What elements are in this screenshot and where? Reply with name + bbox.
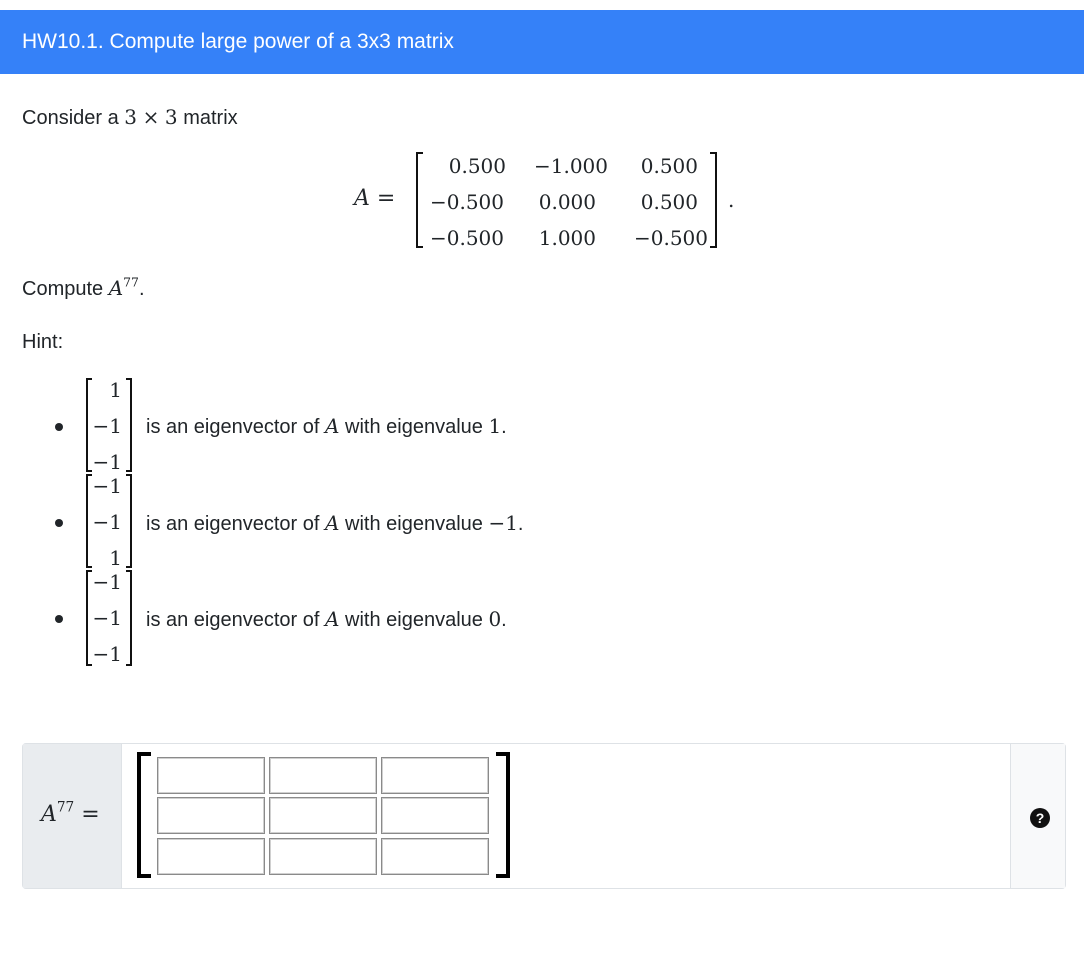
vector-right-bracket [126,378,132,472]
vector-entry: 1 [109,546,122,570]
hint-symbol: A [325,511,340,535]
answer-input-r2c1[interactable] [157,797,265,834]
hint-end: . [501,609,507,631]
compute-suffix: . [138,278,145,300]
matrix-cell: 1.000 [538,226,596,250]
hint-bullet [55,519,63,527]
matrix-label-text: A = [354,186,396,211]
vector-entry: −1 [92,414,122,438]
hint-eigenvalue: −1 [488,511,518,535]
answer-label-base: A [41,802,57,827]
answer-label-exponent: 77 [56,799,75,816]
intro-times: × [142,105,160,129]
hint-text-before: is an eigenvector of [146,513,325,535]
compute-text [22,276,145,301]
hint-item-text [146,607,507,632]
intro-suffix: matrix [177,107,238,129]
intro-prefix: Consider a [22,107,125,129]
answer-input-r1c2[interactable] [269,757,377,794]
answer-label-column [23,744,122,888]
matrix-right-bracket [710,152,717,248]
vector-entry: −1 [92,450,122,474]
hint-end: . [517,513,524,535]
hint-text-before: is an eigenvector of [146,416,325,438]
answer-input-r3c2[interactable] [269,838,377,875]
hint-end: . [501,416,507,438]
vector-right-bracket [126,570,132,666]
intro-dim2: 3 [164,105,178,129]
hint-bullet [55,423,63,431]
matrix-cell: −0.500 [429,226,504,250]
vector-entry: −1 [92,570,122,594]
question-title-bar [0,10,1084,74]
vector-entry: −1 [92,642,122,666]
hint-bullet [55,615,63,623]
compute-base: A [108,276,124,300]
matrix-period: . [728,188,735,212]
hint-symbol: A [325,414,340,438]
answer-right-bracket [496,752,510,878]
answer-label-eq: = [81,802,100,827]
vector-entry: −1 [92,474,122,498]
hint-text-after: with eigenvalue [339,513,489,535]
matrix-cell: −0.500 [633,226,708,250]
hint-eigenvalue: 1 [488,414,502,438]
answer-input-r2c2[interactable] [269,797,377,834]
matrix-cell: −1.000 [533,154,608,178]
compute-prefix: Compute [22,278,109,300]
hint-symbol: A [325,607,340,631]
hint-text-before: is an eigenvector of [146,609,325,631]
hint-eigenvalue: 0 [488,607,502,631]
answer-left-bracket [137,752,151,878]
matrix-label [354,186,395,211]
vector-entry: 1 [109,378,122,402]
vector-entry: −1 [92,606,122,630]
question-title: HW10.1. Compute large power of a 3x3 matrix [22,30,454,53]
help-icon[interactable]: ? [1030,808,1050,828]
hint-text-after: with eigenvalue [339,609,489,631]
answer-input-r1c3[interactable] [381,757,489,794]
intro-dim1: 3 [124,105,138,129]
matrix-cell: 0.500 [640,190,698,214]
answer-input-r3c1[interactable] [157,838,265,875]
intro-text [22,105,238,130]
answer-input-r3c3[interactable] [381,838,489,875]
hint-item-text [146,511,523,536]
answer-input-r2c3[interactable] [381,797,489,834]
compute-exponent: 77 [123,274,139,290]
matrix-cell: −0.500 [429,190,504,214]
answer-label [41,799,100,827]
matrix-cell: 0.500 [640,154,698,178]
hint-text-after: with eigenvalue [339,416,489,438]
vector-right-bracket [126,474,132,568]
matrix-cell: 0.000 [538,190,596,214]
answer-input-r1c1[interactable] [157,757,265,794]
vector-entry: −1 [92,510,122,534]
hint-item-text [146,414,507,439]
matrix-cell: 0.500 [448,154,506,178]
hint-title: Hint: [22,331,64,353]
